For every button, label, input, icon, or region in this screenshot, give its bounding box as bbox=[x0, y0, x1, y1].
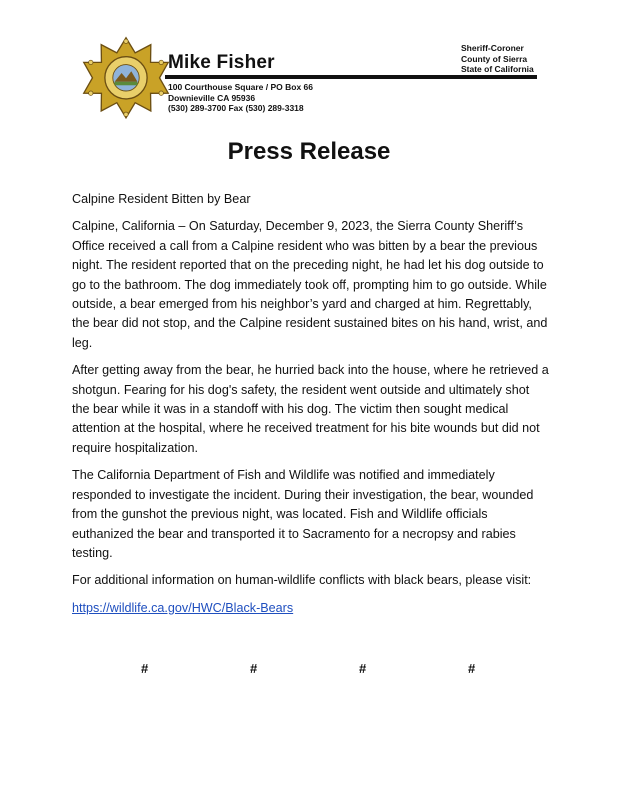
sheriff-name: Mike Fisher bbox=[168, 52, 275, 73]
office-title-line-3: State of California bbox=[461, 64, 534, 74]
address-line-1: 100 Courthouse Square / PO Box 66 bbox=[168, 82, 314, 92]
end-marks bbox=[0, 661, 618, 681]
end-mark: # bbox=[250, 661, 258, 676]
press-release-body bbox=[72, 190, 550, 626]
body-paragraph: Calpine, California – On Saturday, December 9, 2023, the Sierra County Sheriff’s Office received a call from a Calpine resident who was bitten by a bear the previous night. The resident reported that on the preceding night, he had let his dog outside to go to the bathroom. The dog immediately took off, prompting him to go outside. While outside, a bear emerged from his neighbor’s yard and charged at him. Regrettably, the bear did not stop, and the Calpine resident sustained bites on his hand, wrist, and leg. bbox=[72, 219, 548, 350]
office-title-line-1: Sheriff-Coroner bbox=[461, 43, 524, 53]
document-title: Press Release bbox=[227, 138, 391, 165]
letterhead bbox=[0, 0, 618, 130]
sheriff-badge-icon bbox=[82, 36, 170, 124]
sheriff-address bbox=[168, 82, 313, 114]
address-line-2: Downieville CA 95936 bbox=[168, 92, 256, 103]
letterhead-rule bbox=[165, 75, 537, 79]
end-mark: # bbox=[468, 661, 476, 676]
end-mark: # bbox=[141, 661, 149, 676]
release-headline: Calpine Resident Bitten by Bear bbox=[72, 192, 251, 206]
link-paragraph bbox=[72, 599, 550, 618]
office-title bbox=[461, 43, 534, 75]
black-bears-link[interactable]: https://wildlife.ca.gov/HWC/Black-Bears bbox=[72, 600, 294, 615]
body-paragraph: After getting away from the bear, he hurried back into the house, where he retrieved a shotgun. Fearing for his dog's safety, the resident went outside and ultimately shot the bear while it was in a standoff with his dog. The victim then sought medical attention at the hospital, where he received treatment for his bite wounds but did not require hospitalization. bbox=[72, 363, 549, 455]
phone-line: (530) 289-3700 Fax (530) 289-3318 bbox=[168, 103, 304, 113]
body-paragraph: The California Department of Fish and Wildlife was notified and immediately responded to investigate the incident. During their investigation, the bear, wounded from the gunshot the previous night, was located. Fish and Wildlife officials euthanized the bear and transported it to Sacramento for a necropsy and rabies testing. bbox=[72, 468, 534, 560]
end-mark: # bbox=[359, 661, 367, 676]
body-paragraph: For additional information on human-wildlife conflicts with black bears, please visit: bbox=[72, 573, 532, 588]
office-title-line-2: County of Sierra bbox=[461, 53, 528, 64]
